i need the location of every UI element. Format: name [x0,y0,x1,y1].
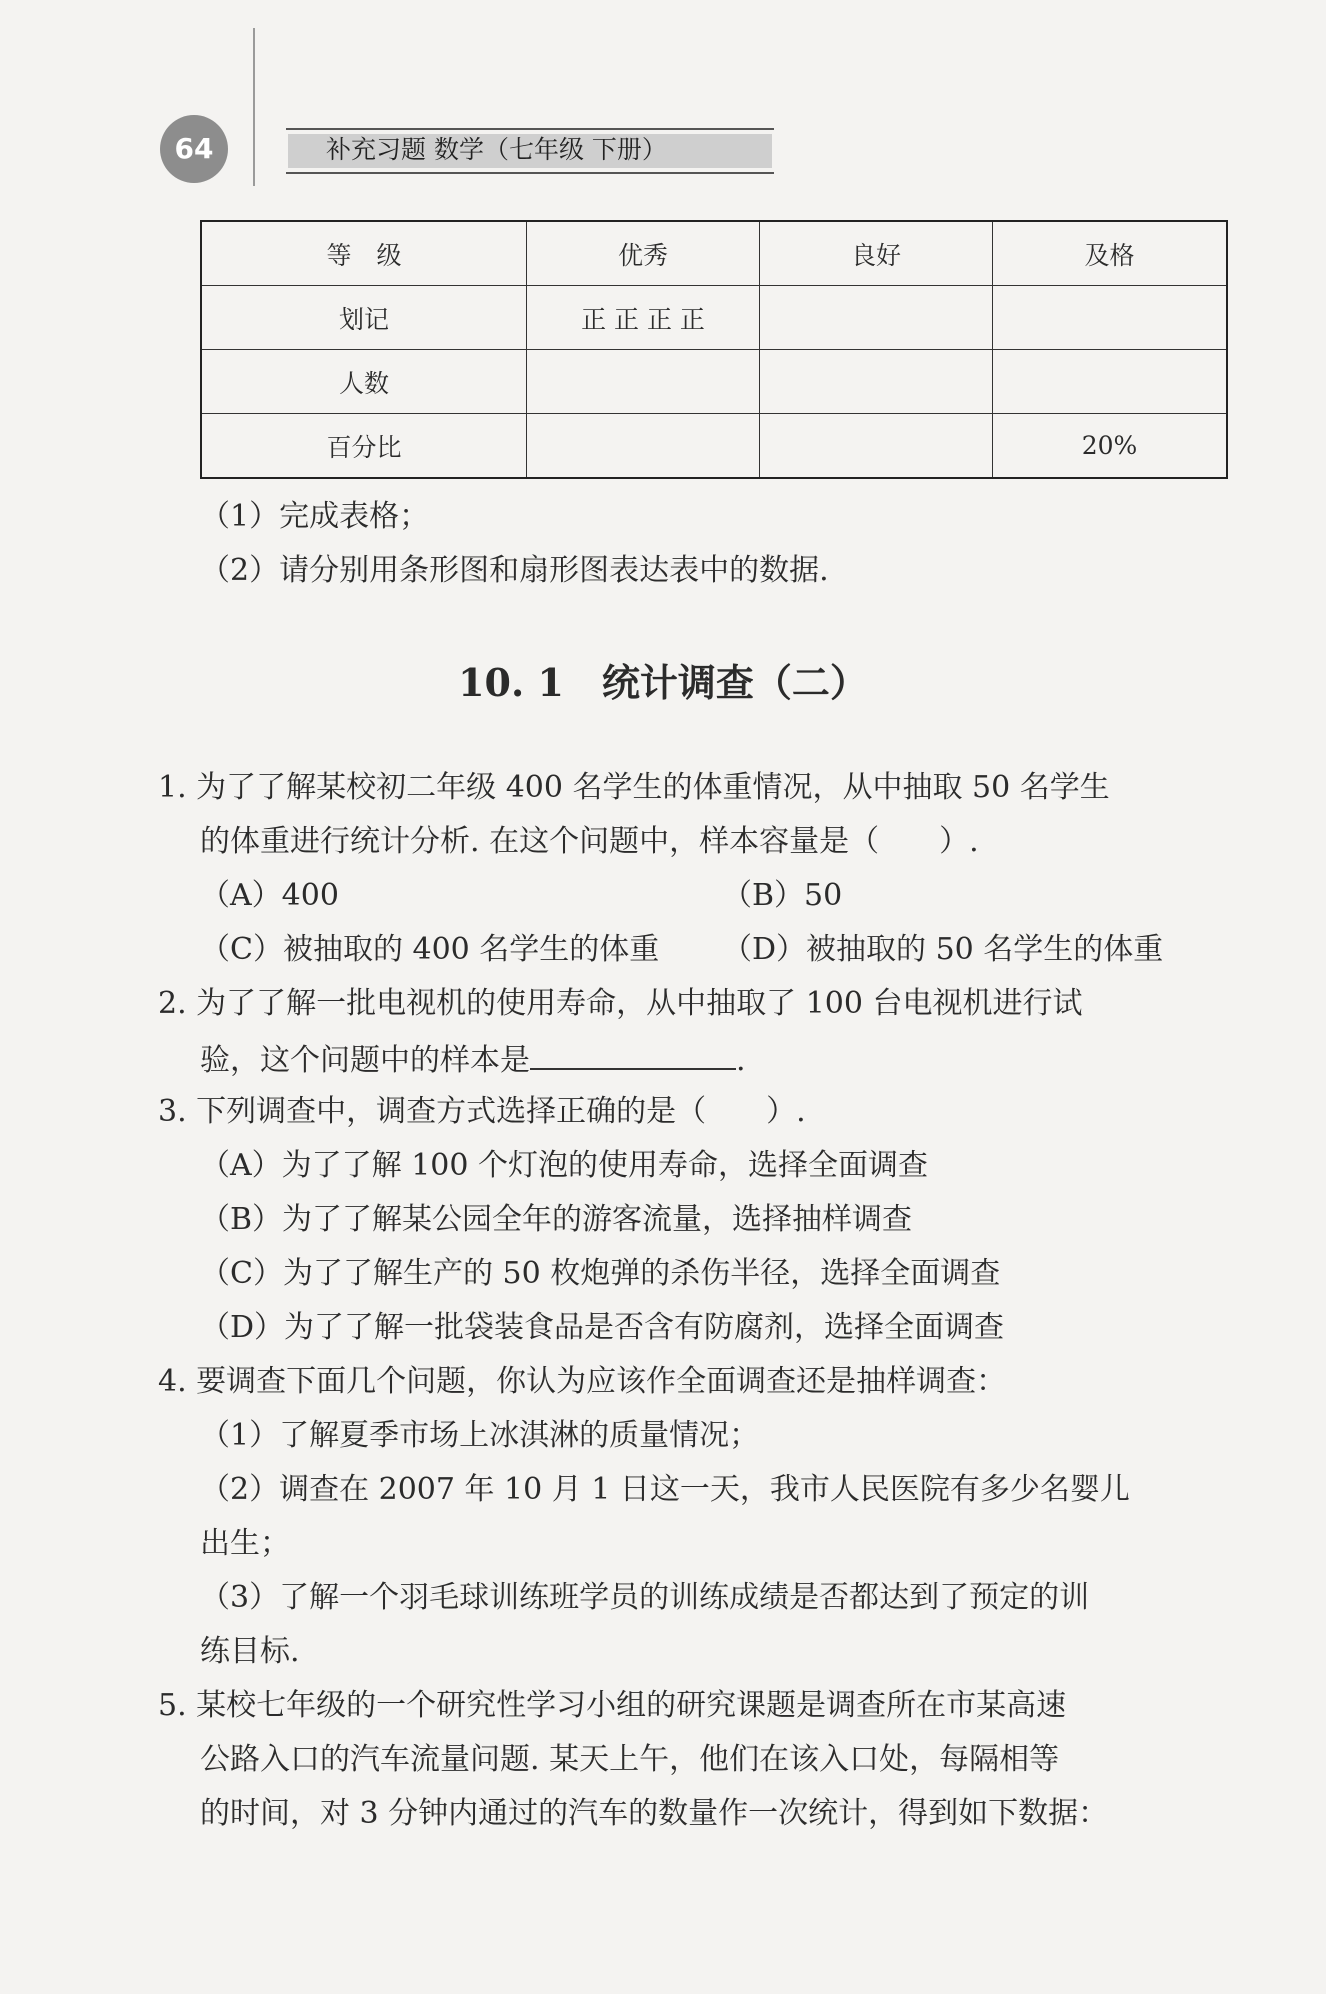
book-title-band [286,128,774,174]
grade-table-cell [527,414,760,479]
grade-table-row [201,350,1227,414]
q2-answer-blank[interactable] [530,1038,736,1070]
grade-table-cell: 等 级 [201,221,527,286]
grade-table [200,220,1228,479]
q4-item-2-line-1: （2）调查在 2007 年 10 月 1 日这一天，我市人民医院有多少名婴儿 [200,1472,1130,1507]
table-task-2: （2）请分别用条形图和扇形图表达表中的数据. [200,553,829,588]
grade-table-cell [760,286,993,350]
grade-table-cell [993,286,1228,350]
grade-table-cell: 优秀 [527,221,760,286]
q3-option-c: （C）为了了解生产的 50 枚炮弹的杀伤半径，选择全面调查 [200,1256,1001,1291]
q3-option-a: （A）为了了解 100 个灯泡的使用寿命，选择全面调查 [200,1148,928,1183]
grade-table-cell: 人数 [201,350,527,414]
q1-option-a: （A）400 [200,878,339,913]
grade-table-cell [993,350,1228,414]
q5-line-3: 的时间，对 3 分钟内通过的汽车的数量作一次统计，得到如下数据： [200,1796,1109,1831]
grade-table-row [201,286,1227,350]
q5-line-1: 5. 某校七年级的一个研究性学习小组的研究课题是调查所在市某高速 [158,1688,1067,1723]
q2-line-2-end: . [736,1043,746,1078]
q1-option-b: （B）50 [722,878,843,913]
q1-line-1: 1. 为了了解某校初二年级 400 名学生的体重情况，从中抽取 50 名学生 [158,770,1110,805]
grade-table-row [201,221,1227,286]
header-divider [253,28,255,186]
page-number: 64 [160,115,228,183]
table-task-1: （1）完成表格； [200,499,430,534]
q3-option-d: （D）为了了解一批袋装食品是否含有防腐剂，选择全面调查 [200,1310,1005,1345]
grade-table-cell: 20% [993,414,1228,479]
grade-table-cell: 百分比 [201,414,527,479]
grade-table-row [201,414,1227,479]
q2-line-1: 2. 为了了解一批电视机的使用寿命，从中抽取了 100 台电视机进行试 [158,986,1083,1021]
q4-item-1: （1）了解夏季市场上冰淇淋的质量情况； [200,1418,760,1453]
q4-item-2-line-2: 出生； [200,1526,290,1561]
q3-option-b: （B）为了了解某公园全年的游客流量，选择抽样调查 [200,1202,913,1237]
book-title: 补充习题 数学（七年级 下册） [326,135,667,164]
q1-option-d: （D）被抽取的 50 名学生的体重 [722,932,1164,967]
q2-line-2 [200,1038,746,1081]
q4-line-1: 4. 要调查下面几个问题，你认为应该作全面调查还是抽样调查： [158,1364,1007,1399]
grade-table-cell: 正 正 正 正 [527,286,760,350]
q4-item-3-line-1: （3）了解一个羽毛球训练班学员的训练成绩是否都达到了预定的训 [200,1580,1090,1615]
section-title: 10. 1 统计调查（二） [458,660,868,705]
q3-line-1: 3. 下列调查中，调查方式选择正确的是（ ）. [158,1094,806,1129]
q4-item-3-line-2: 练目标. [200,1634,300,1669]
grade-table-cell: 良好 [760,221,993,286]
grade-table-cell: 划记 [201,286,527,350]
q1-option-c: （C）被抽取的 400 名学生的体重 [200,932,660,967]
grade-table-cell [760,350,993,414]
q1-line-2: 的体重进行统计分析. 在这个问题中，样本容量是（ ）. [200,824,979,859]
q2-line-2-text: 验，这个问题中的样本是 [200,1043,530,1078]
grade-table-cell [527,350,760,414]
grade-table-cell [760,414,993,479]
q5-line-2: 公路入口的汽车流量问题. 某天上午，他们在该入口处，每隔相等 [200,1742,1060,1777]
grade-table-cell: 及格 [993,221,1228,286]
